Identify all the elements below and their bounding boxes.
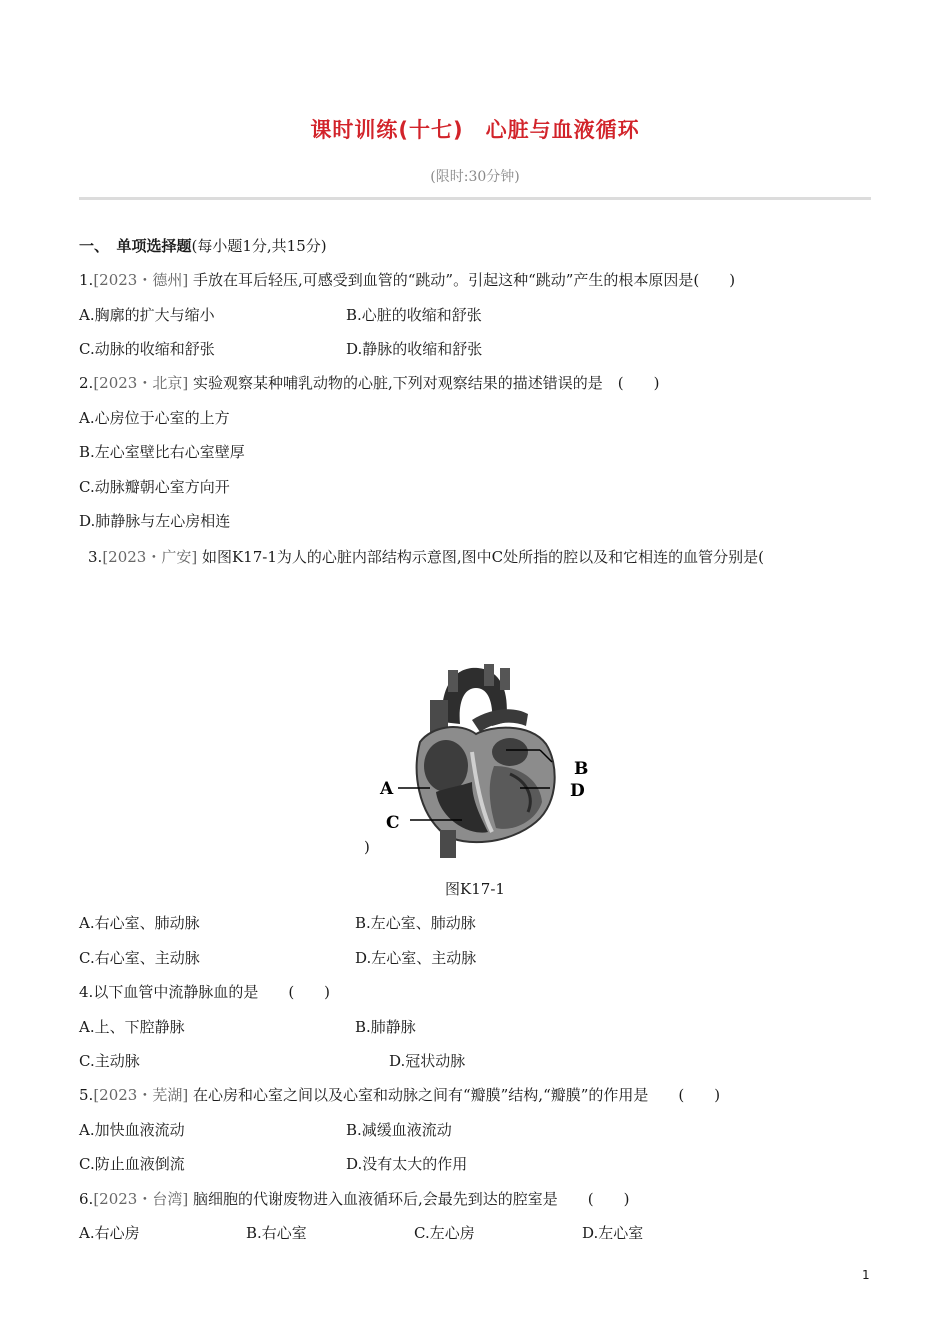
q2-option-d: D.肺静脉与左心房相连	[79, 512, 231, 530]
label-d: D	[570, 781, 585, 801]
time-limit: (限时:30分钟)	[430, 169, 520, 185]
section-heading: 一、 单项选择题(每小题1分,共15分)	[79, 237, 327, 255]
heart-diagram	[360, 662, 600, 860]
q5-option-b: B.减缓血液流动	[346, 1121, 452, 1139]
q6-option-d: D.左心室	[582, 1224, 644, 1242]
q1-option-b: B.心脏的收缩和舒张	[346, 306, 482, 324]
q2-option-b: B.左心室壁比右心室壁厚	[79, 443, 245, 461]
q1-option-a: A.胸廓的扩大与缩小	[79, 306, 215, 324]
q3-option-c: C.右心室、主动脉	[79, 949, 200, 967]
question-5-stem: 5.[2023・芜湖] 在心房和心室之间以及心室和动脉之间有“瓣膜”结构,“瓣膜”的作用是 ( )	[79, 1086, 721, 1104]
q2-option-c: C.动脉瓣朝心室方向开	[79, 478, 230, 496]
q1-option-c: C.动脉的收缩和舒张	[79, 340, 215, 358]
q5-option-a: A.加快血液流动	[79, 1121, 185, 1139]
page-number: 1	[862, 1268, 870, 1282]
question-1-stem: 1.[2023・德州] 手放在耳后轻压,可感受到血管的“跳动”。引起这种“跳动”产生的根本原因是( )	[79, 271, 736, 289]
question-6-stem: 6.[2023・台湾] 脑细胞的代谢废物进入血液循环后,会最先到达的腔室是 ( )	[79, 1190, 630, 1208]
q5-option-d: D.没有太大的作用	[346, 1155, 468, 1173]
label-c: C	[386, 813, 400, 833]
header-divider	[79, 197, 871, 200]
q6-option-a: A.右心房	[79, 1224, 140, 1242]
q5-option-c: C.防止血液倒流	[79, 1155, 185, 1173]
q3-option-b: B.左心室、肺动脉	[355, 914, 476, 932]
q6-option-b: B.右心室	[246, 1224, 307, 1242]
q6-option-c: C.左心房	[414, 1224, 475, 1242]
q4-option-c: C.主动脉	[79, 1052, 140, 1070]
label-b: B	[574, 759, 589, 779]
section-note: (每小题1分,共15分)	[191, 237, 327, 255]
q3-option-a: A.右心室、肺动脉	[79, 914, 200, 932]
q3-option-d: D.左心室、主动脉	[355, 949, 477, 967]
figure-caption: 图K17-1	[445, 880, 505, 898]
question-3-close-paren: )	[364, 838, 370, 856]
question-4-stem: 4.以下血管中流静脉血的是 ( )	[79, 983, 331, 1001]
q2-option-a: A.心房位于心室的上方	[79, 409, 230, 427]
q4-option-a: A.上、下腔静脉	[79, 1018, 185, 1036]
page-title: 课时训练(十七) 心脏与血液循环	[310, 118, 640, 142]
question-3-stem: 3.[2023・广安] 如图K17-1为人的心脏内部结构示意图,图中C处所指的腔以及和它相连的血管分别是(	[88, 548, 764, 566]
label-a: A	[380, 779, 394, 799]
q4-option-b: B.肺静脉	[355, 1018, 416, 1036]
q1-option-d: D.静脉的收缩和舒张	[346, 340, 483, 358]
q4-option-d: D.冠状动脉	[389, 1052, 466, 1070]
question-2-stem: 2.[2023・北京] 实验观察某种哺乳动物的心脏,下列对观察结果的描述错误的是 ( )	[79, 374, 660, 392]
